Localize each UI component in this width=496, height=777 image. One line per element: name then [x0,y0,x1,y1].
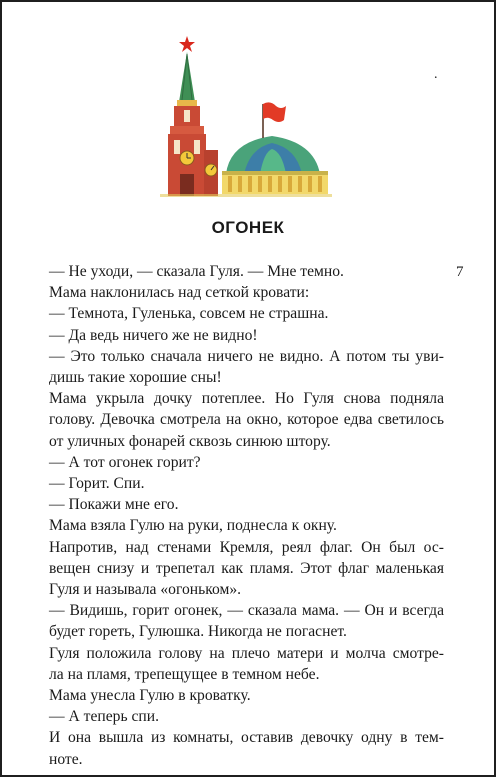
dome-building [222,136,328,194]
text-line: Гуля положила голову на плечо матери и молча смотре- [49,644,444,662]
flag [263,102,286,138]
text-line: от уличных фонарей сквозь синюю штору. [49,432,331,450]
text-line: голову. Девочка смотрела на окно, которое едва светилось [49,411,444,429]
text-line: И она вышла из комнаты, оставив девочку одну в тем- [49,729,444,747]
text-line: вещен снизу и трепетал как пламя. Этот флаг маленькая [49,559,444,577]
kremlin-tower-flag-illustration [160,24,332,199]
text-line: Гуля и называла «огоньком». [49,581,242,599]
text-line: ла на пламя, трепещущее в темном небе. [49,665,320,683]
corner-mark: . [434,67,438,82]
kremlin-tower [168,36,218,196]
text-line: — Не уходи, — сказала Гуля. — Мне темно. [49,263,344,280]
text-line: — А теперь спи. [49,708,159,726]
story-text [49,261,444,770]
text-line: Мама взяла Гулю на руки, поднесла к окну. [49,517,337,535]
text-line: — Это только сначала ничего не видно. А потом ты уви- [49,347,444,365]
text-line: — Темнота, Гуленька, совсем не страшна. [49,305,329,323]
text-line: — А тот огонек горит? [49,453,201,471]
text-line: Напротив, над стенами Кремля, реял флаг. Он был ос- [49,538,444,556]
text-line: — Горит. Спи. [49,475,145,493]
text-line: Мама унесла Гулю в кроватку. [49,687,251,705]
text-line: дишь такие хорошие сны! [49,369,222,387]
text-line: ноте. [49,750,83,768]
text-line: Мама наклонилась над сеткой кровати: [49,284,310,302]
text-line: Мама укрыла дочку потеплее. Но Гуля снова подняла [49,390,444,408]
page-number: 7 [456,264,464,280]
text-line: — Покажи мне его. [49,496,179,514]
text-line: будет гореть, Гулюшка. Никогда не погаснет. [49,623,347,641]
text-line: — Видишь, горит огонек, — сказала мама. — Он и всегда [49,602,444,620]
story-title: ОГОНЕК [211,218,285,237]
text-line: — Да ведь ничего же не видно! [49,326,258,344]
